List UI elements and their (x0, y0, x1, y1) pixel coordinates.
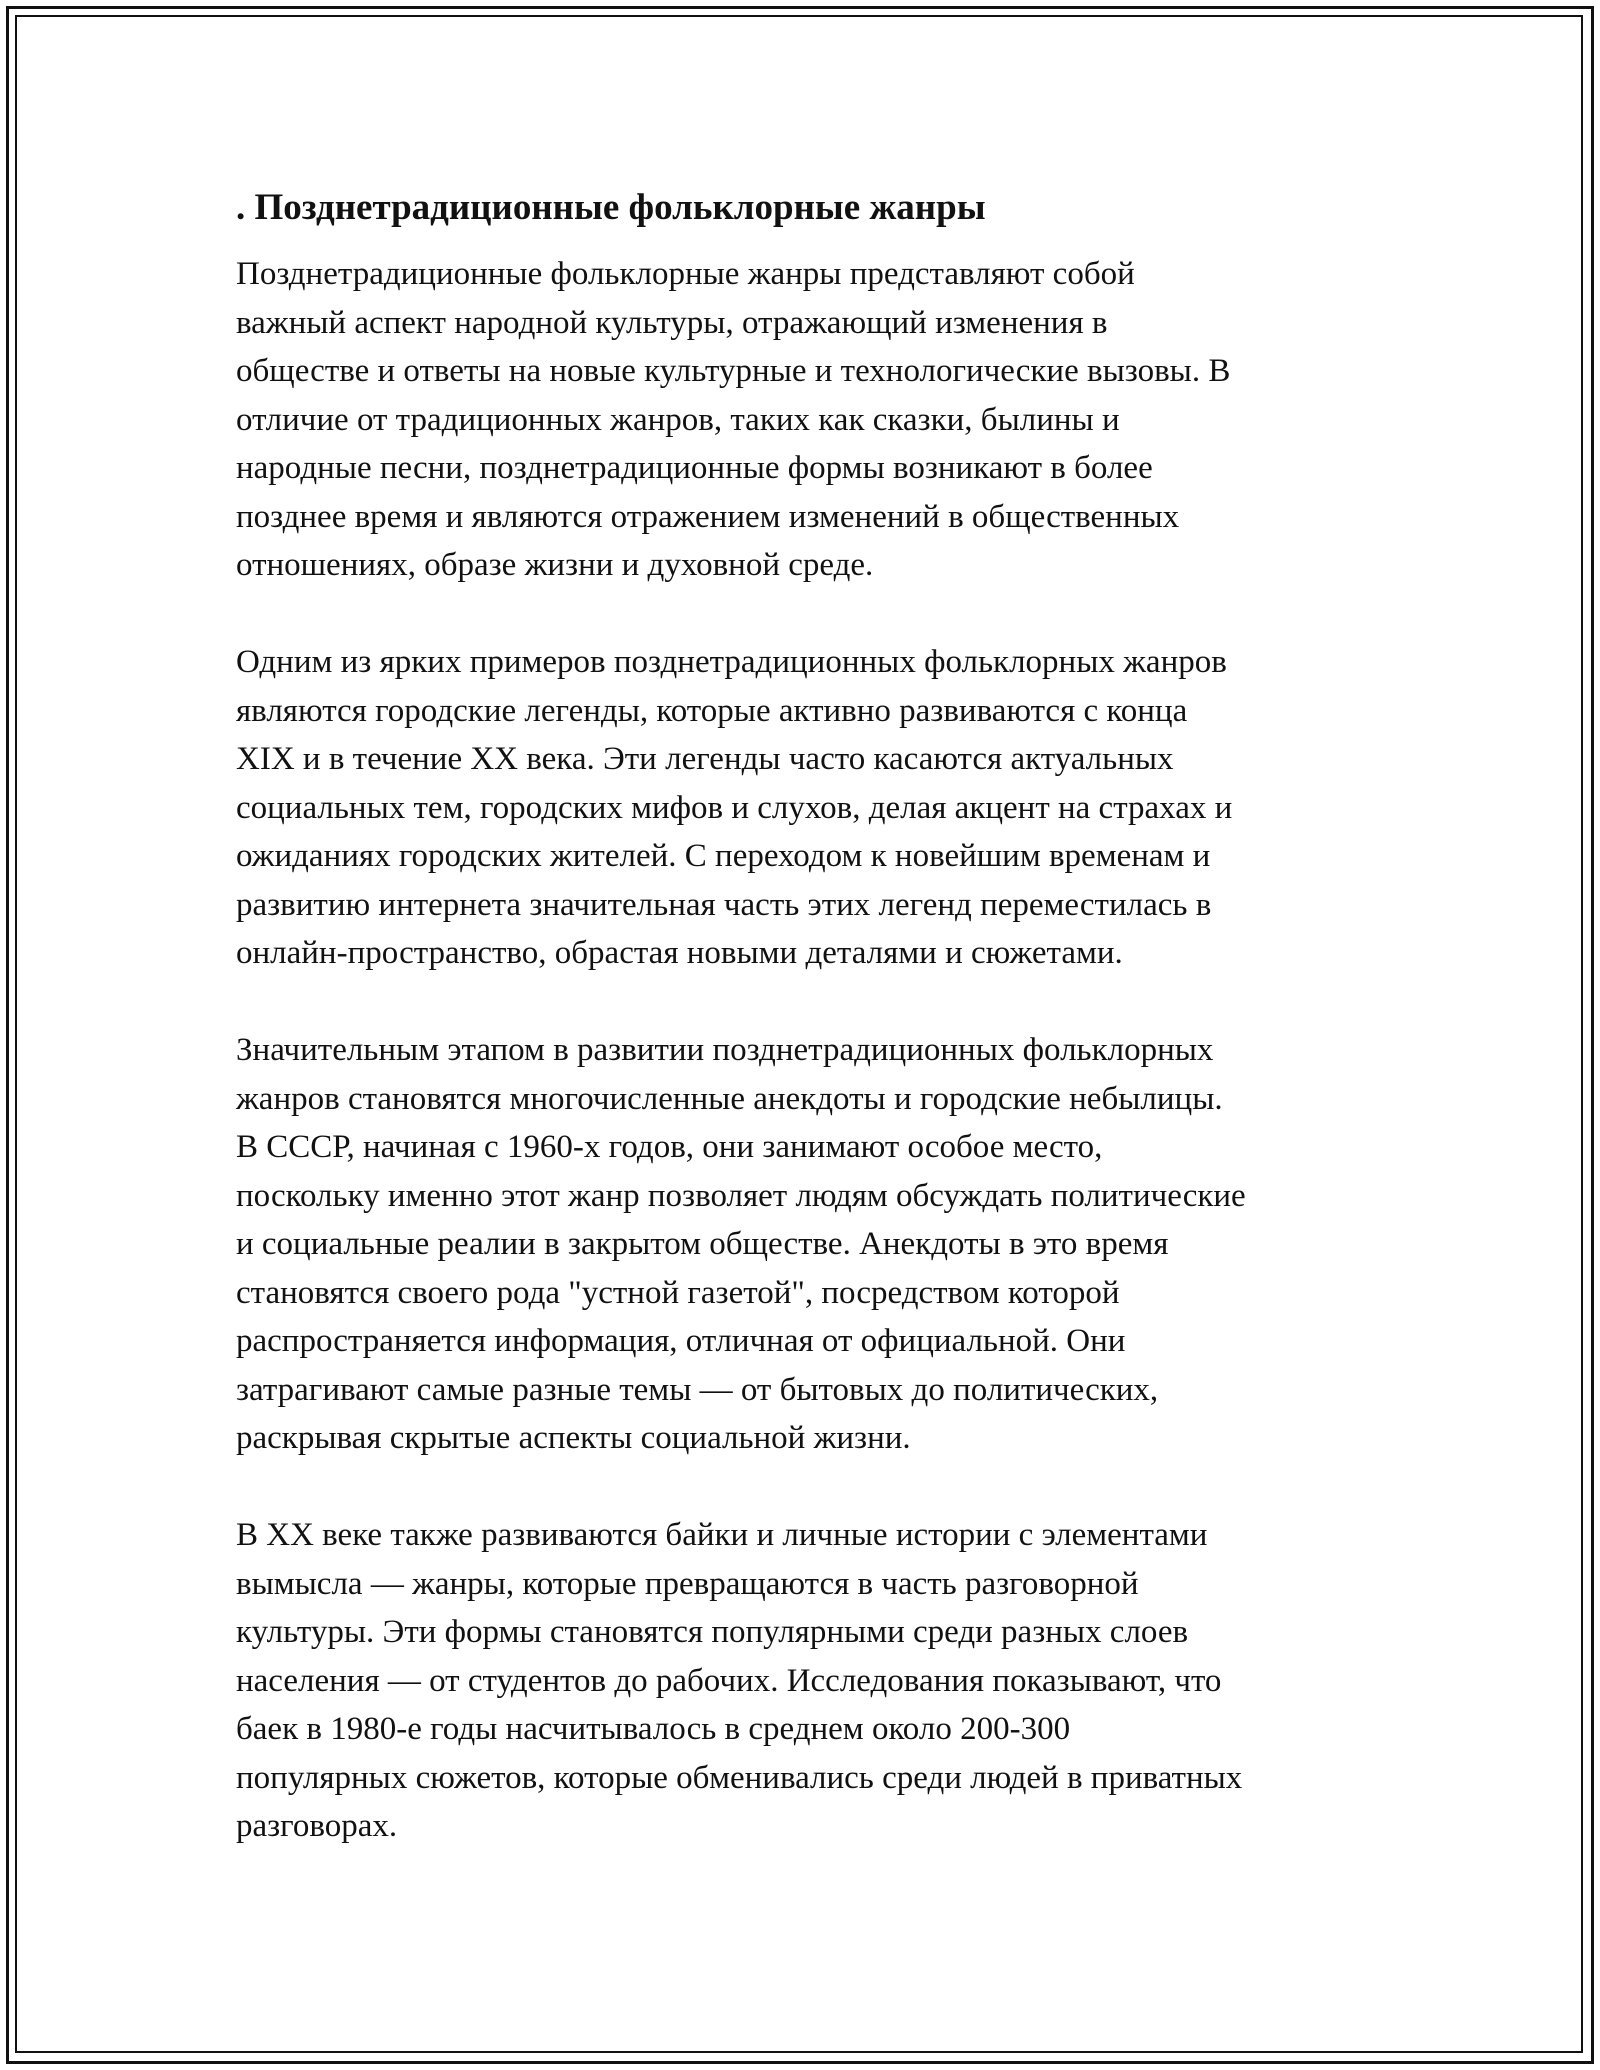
paragraph-line: культуры. Эти формы становятся популярными среди разных слоев (236, 1614, 1189, 1650)
paragraph-line: развитию интернета значительная часть этих легенд переместилась в (236, 886, 1212, 923)
paragraph-line: популярных сюжетов, которые обменивались среди людей в приватных (236, 1759, 1243, 1796)
paragraph-line: В XX веке также развиваются байки и личные истории с элементами (236, 1517, 1208, 1553)
paragraph-line: Позднетрадиционные фольклорные жанры представляют собой (236, 256, 1135, 292)
paragraph-line: вымысла — жанры, которые превращаются в часть разговорной (236, 1565, 1139, 1602)
paragraph-line: баек в 1980-е годы насчитывалось в среднем около 200-300 (236, 1711, 1071, 1747)
paragraph-line: В СССР, начиная с 1960-х годов, они занимают особое место, (236, 1129, 1103, 1165)
paragraph-line: затрагивают самые разные темы — от бытовых до политических, (236, 1371, 1159, 1408)
paragraph-line: отличие от традиционных жанров, таких как сказки, былины и (236, 401, 1120, 438)
paragraph-line: Одним из ярких примеров позднетрадиционных фольклорных жанров (236, 644, 1227, 680)
paragraph-line: становятся своего рода "устной газетой", посредством которой (236, 1274, 1120, 1311)
paragraph-line: населения — от студентов до рабочих. Исследования показывают, что (236, 1662, 1222, 1699)
paragraph-line: Значительным этапом в развитии позднетрадиционных фольклорных (236, 1032, 1214, 1068)
paragraph-2 (236, 638, 1366, 978)
paragraph-line: поскольку именно этот жанр позволяет людям обсуждать политические (236, 1177, 1246, 1214)
paragraph-1 (236, 250, 1366, 590)
paragraph-line: народные песни, позднетрадиционные формы возникают в более (236, 450, 1153, 486)
paragraph-line: раскрывая скрытые аспекты социальной жизни. (236, 1420, 911, 1456)
paragraph-3 (236, 1026, 1366, 1463)
paragraph-line: ожиданиях городских жителей. С переходом к новейшим временам и (236, 838, 1211, 874)
paragraph-line: позднее время и являются отражением изменений в общественных (236, 498, 1180, 535)
paragraph-4 (236, 1511, 1366, 1851)
paragraph-line: онлайн-пространство, обрастая новыми деталями и сюжетами. (236, 935, 1123, 971)
paragraph-line: разговорах. (236, 1808, 398, 1844)
paragraph-list (236, 250, 1366, 1851)
paragraph-line: XIX и в течение XX века. Эти легенды часто касаются актуальных (236, 741, 1174, 777)
paragraph-line: важный аспект народной культуры, отражающий изменения в (236, 304, 1108, 341)
paragraph-line: обществе и ответы на новые культурные и технологические вызовы. В (236, 353, 1231, 389)
document-body (236, 186, 1366, 1899)
paragraph-line: и социальные реалии в закрытом обществе. Анекдоты в это время (236, 1226, 1169, 1262)
section-heading: . Позднетрадиционные фольклорные жанры (236, 187, 986, 228)
paragraph-line: отношениях, образе жизни и духовной среде. (236, 547, 874, 583)
paragraph-line: социальных тем, городских мифов и слухов, делая акцент на страхах и (236, 789, 1233, 826)
paragraph-line: распространяется информация, отличная от официальной. Они (236, 1323, 1126, 1359)
paragraph-line: жанров становятся многочисленные анекдоты и городские небылицы. (236, 1080, 1223, 1117)
paragraph-line: являются городские легенды, которые активно развиваются с конца (236, 692, 1188, 729)
